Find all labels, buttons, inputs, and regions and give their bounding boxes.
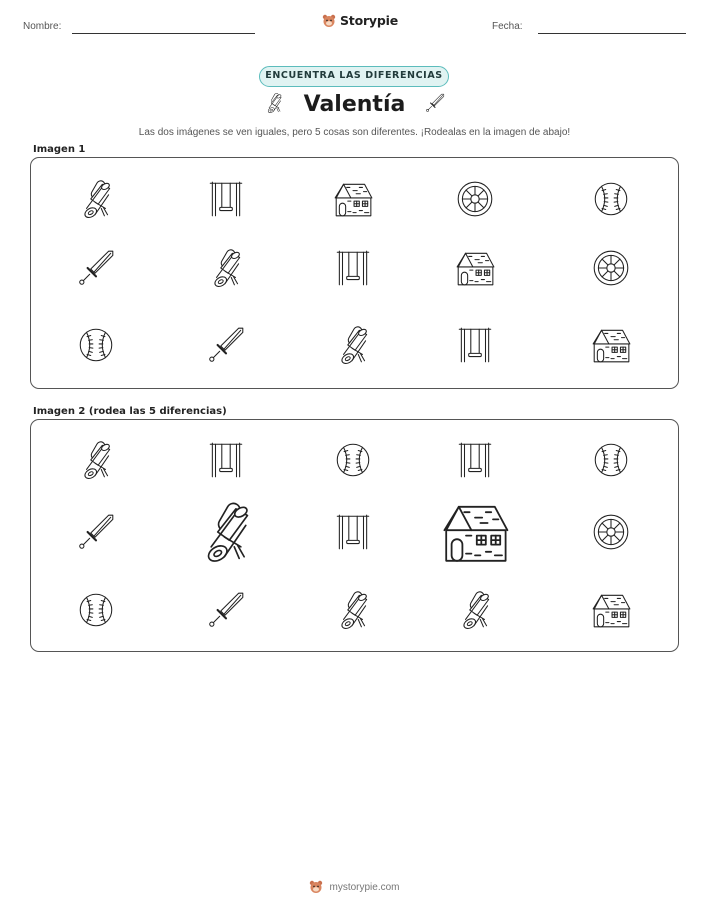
title-scroll-icon — [263, 92, 285, 114]
brand-name: Storypie — [340, 13, 398, 28]
name-label: Nombre: — [23, 21, 62, 32]
name-input-line[interactable] — [72, 33, 255, 34]
house-icon — [332, 178, 374, 220]
baseball-icon[interactable] — [590, 439, 632, 481]
swing-icon[interactable] — [454, 439, 496, 481]
scroll-icon[interactable] — [193, 499, 259, 565]
title-sword-icon — [424, 92, 446, 114]
swing-icon — [332, 247, 374, 289]
house-icon[interactable] — [590, 589, 632, 631]
scroll-icon — [75, 178, 117, 220]
house-icon — [590, 324, 632, 366]
scroll-icon[interactable] — [75, 439, 117, 481]
page-title: Valentía — [303, 92, 406, 117]
swing-icon — [205, 178, 247, 220]
date-label: Fecha: — [492, 21, 523, 32]
date-input-line[interactable] — [538, 33, 686, 34]
swing-icon[interactable] — [205, 439, 247, 481]
swing-icon — [454, 324, 496, 366]
house-icon[interactable] — [439, 496, 511, 568]
activity-badge: ENCUENTRA LAS DIFERENCIAS — [259, 66, 449, 87]
baseball-icon[interactable] — [332, 439, 374, 481]
sword-icon — [205, 324, 247, 366]
scroll-icon[interactable] — [454, 589, 496, 631]
footer-url[interactable]: mystorypie.com — [329, 881, 400, 893]
storypie-bear-icon — [309, 880, 323, 894]
baseball-icon[interactable] — [75, 589, 117, 631]
footer — [0, 880, 709, 894]
shield-icon[interactable] — [590, 511, 632, 553]
scroll-icon — [205, 247, 247, 289]
shield-icon — [590, 247, 632, 289]
brand-logo — [322, 13, 398, 28]
scroll-icon — [332, 324, 374, 366]
sword-icon — [75, 247, 117, 289]
baseball-icon — [590, 178, 632, 220]
sword-icon[interactable] — [205, 589, 247, 631]
instructions: Las dos imágenes se ven iguales, pero 5 cosas son diferentes. ¡Rodealas en la imagen de abajo! — [138, 127, 571, 138]
scroll-icon[interactable] — [332, 589, 374, 631]
house-icon — [454, 247, 496, 289]
storypie-bear-icon — [322, 14, 336, 28]
image2-label: Imagen 2 (rodea las 5 diferencias) — [33, 406, 227, 417]
shield-icon — [454, 178, 496, 220]
swing-icon[interactable] — [332, 511, 374, 553]
sword-icon[interactable] — [75, 511, 117, 553]
image1-label: Imagen 1 — [33, 144, 86, 155]
baseball-icon — [75, 324, 117, 366]
